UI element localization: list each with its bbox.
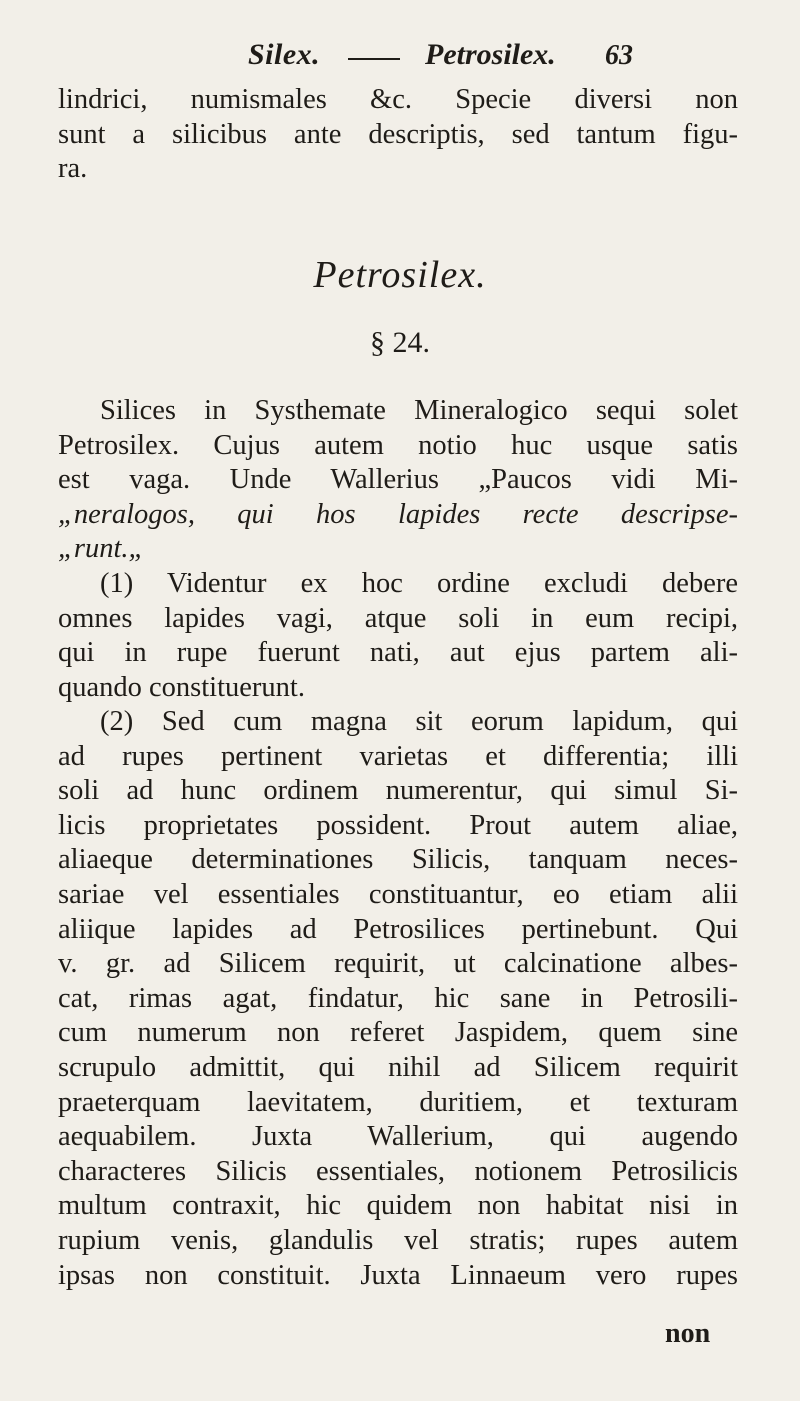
text-line: aequabilem. Juxta Wallerium, qui augendo	[58, 1121, 738, 1153]
running-head-title: Petrosilex.	[425, 38, 556, 71]
paragraph-main	[58, 394, 738, 567]
text-line: quando constituerunt.	[58, 671, 305, 703]
text-line: ad rupes pertinent varietas et differentia; illi	[58, 740, 738, 772]
text-line: soli ad hunc ordinem numerentur, qui simul Si-	[58, 775, 738, 807]
text-line: ra.	[58, 153, 88, 185]
text-line: characteres Silicis essentiales, notionem Petrosilicis	[58, 1155, 738, 1187]
running-head-dash	[348, 58, 400, 60]
text-line: aliique lapides ad Petrosilices pertinebunt. Qui	[58, 913, 738, 945]
text-line: Silices in Systhemate Mineralogico sequi solet	[100, 395, 738, 426]
text-line: aliaeque determinationes Silicis, tanquam neces-	[58, 844, 738, 876]
text-line: licis proprietates possident. Prout autem aliae,	[58, 809, 738, 841]
text-line: praeterquam laevitatem, duritiem, et texturam	[58, 1086, 738, 1118]
text-line: omnes lapides vagi, atque soli in eum recipi,	[58, 602, 738, 634]
text-line: lindrici, numismales &c. Specie diversi non	[58, 84, 738, 115]
text-line: rupium venis, glandulis vel stratis; rupes autem	[58, 1224, 738, 1256]
text-line: sunt a silicibus ante descriptis, sed tantum figu-	[58, 118, 738, 150]
text-line: qui in rupe fuerunt nati, aut ejus partem ali-	[58, 637, 738, 669]
section-number: § 24.	[370, 326, 430, 359]
section-heading: Petrosilex.	[313, 254, 487, 296]
text-line: sariae vel essentiales constituantur, eo etiam alii	[58, 878, 738, 910]
text-line: v. gr. ad Silicem requirit, ut calcinatione albes-	[58, 948, 738, 980]
paragraph-two	[58, 705, 738, 1293]
text-line: cat, rimas agat, findatur, hic sane in Petrosili-	[58, 982, 738, 1014]
text-line: scrupulo admittit, qui nihil ad Silicem requirit	[58, 1051, 738, 1083]
paragraph-one	[58, 567, 738, 705]
running-head	[120, 38, 780, 78]
text-line: (2) Sed cum magna sit eorum lapidum, qui	[100, 706, 738, 737]
text-line: multum contraxit, hic quidem non habitat nisi in	[58, 1190, 738, 1222]
catchword: non	[665, 1318, 711, 1349]
text-line: (1) Videntur ex hoc ordine excludi debere	[100, 568, 738, 599]
text-line: Petrosilex. Cujus autem notio huc usque satis	[58, 429, 738, 461]
text-line: cum numerum non referet Jaspidem, quem sine	[58, 1017, 738, 1049]
running-head-left: Silex.	[248, 38, 321, 71]
text-line-quote: „runt.„	[58, 533, 145, 565]
page-number: 63	[605, 40, 633, 71]
paragraph-continued	[58, 83, 738, 187]
text-line: ipsas non constituit. Juxta Linnaeum vero rupes	[58, 1259, 738, 1291]
text-line: est vaga. Unde Wallerius „Paucos vidi Mi-	[58, 464, 738, 496]
text-line-quote: „neralogos, qui hos lapides recte descripse-	[58, 498, 738, 530]
